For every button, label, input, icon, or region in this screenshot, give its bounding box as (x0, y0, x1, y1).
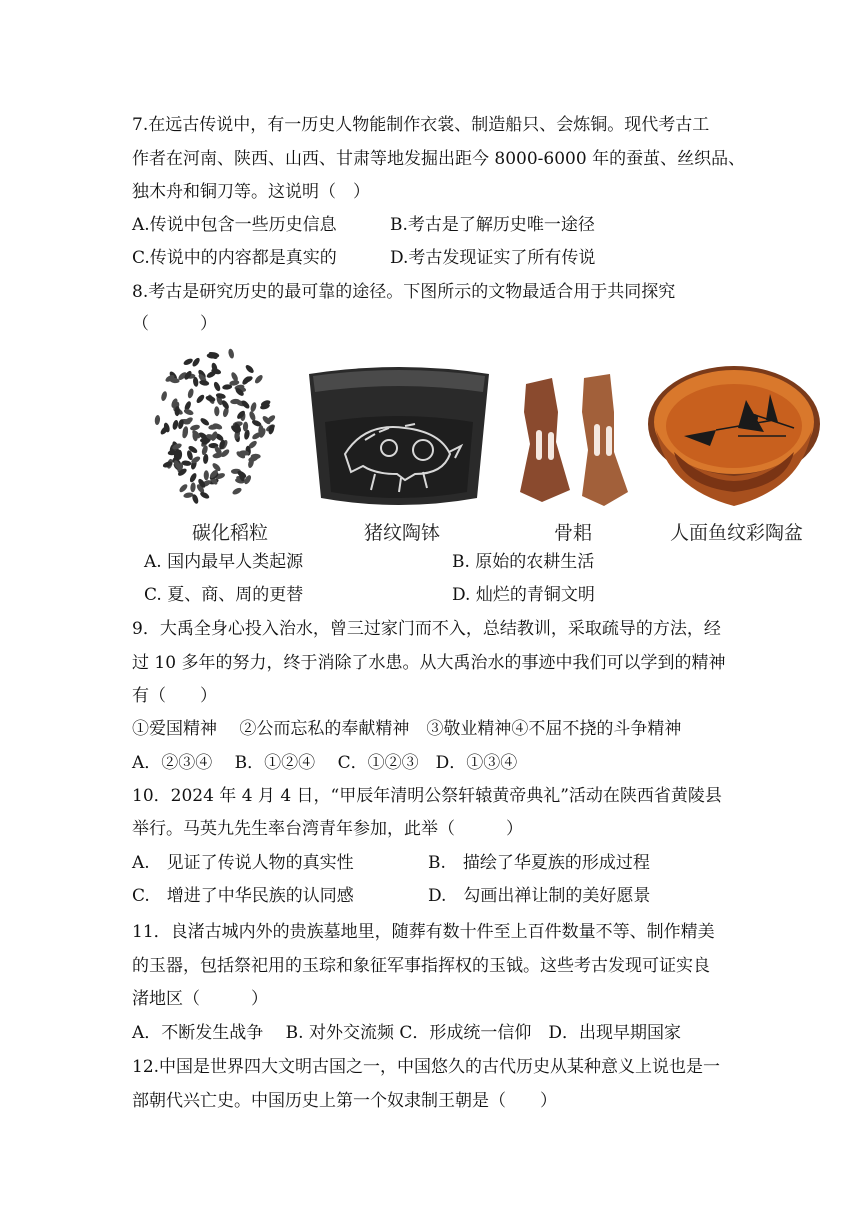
q9-items: ①爱国精神 ②公而忘私的奉献精神 ③敬业精神④不屈不挠的斗争精神 (132, 719, 682, 739)
q9-stem-line-3: 有（ ） (132, 686, 217, 706)
q8-stem-line-1: 8.考古是研究历史的最可靠的途径。下图所示的文物最适合用于共同探究 (132, 282, 676, 302)
carbonized-rice-image (152, 342, 276, 512)
caption-pottery-basin: 人面鱼纹彩陶盆 (670, 522, 804, 544)
q10-option-b: B. 描绘了华夏族的形成过程 (428, 853, 650, 873)
pig-pattern-bowl-image (305, 362, 493, 510)
q7-option-a: A.传说中包含一些历史信息 (132, 215, 337, 235)
q9-stem-line-2: 过 10 多年的努力，终于消除了水患。从大禹治水的事迹中我们可以学到的精神 (132, 653, 726, 673)
q7-stem-line-1: 7.在远古传说中，有一历史人物能制作衣裳、制造船只、会炼铜。现代考古工 (132, 115, 710, 135)
q7-stem-line-2: 作者在河南、陕西、山西、甘肃等地发掘出距今 8000-6000 年的蚕茧、丝织品、 (132, 149, 746, 169)
q11-stem-line-1: 11．良渚古城内外的贵族墓地里，随葬有数十件至上百件数量不等、制作精美 (132, 922, 715, 942)
q7-stem-line-3: 独木舟和铜刀等。这说明（ ） (132, 182, 370, 202)
q10-option-c: C. 增进了中华民族的认同感 (132, 886, 354, 906)
q8-option-b: B. 原始的农耕生活 (452, 552, 595, 572)
q8-option-d: D. 灿烂的青铜文明 (452, 585, 595, 605)
painted-pottery-basin-image (646, 360, 822, 510)
q8-stem-line-2: （ ） (132, 314, 217, 334)
q8-option-c: C. 夏、商、周的更替 (144, 585, 304, 605)
q11-stem-line-2: 的玉器，包括祭祀用的玉琮和象征军事指挥权的玉钺。这些考古发现可证实良 (132, 956, 710, 976)
q7-option-b: B.考古是了解历史唯一途径 (390, 215, 595, 235)
caption-carbonized-rice: 碳化稻粒 (191, 522, 268, 544)
q10-stem-line-2: 举行。马英九先生率台湾青年参加，此举（ ） (132, 819, 523, 839)
q12-stem-line-2: 部朝代兴亡史。中国历史上第一个奴隶制王朝是（ ） (132, 1091, 557, 1111)
q12-stem-line-1: 12.中国是世界四大文明古国之一，中国悠久的古代历史从某种意义上说也是一 (132, 1057, 721, 1077)
q11-stem-line-3: 渚地区（ ） (132, 989, 268, 1009)
q9-options: A．②③④ B．①②④ C．①②③ D．①③④ (132, 753, 518, 773)
q8-option-a: A. 国内最早人类起源 (144, 552, 304, 572)
caption-bone-spade: 骨耜 (553, 522, 592, 544)
q10-option-d: D. 勾画出禅让制的美好愿景 (428, 886, 651, 906)
q11-options: A．不断发生战争 B. 对外交流频 C．形成统一信仰 D．出现早期国家 (132, 1023, 682, 1043)
q7-option-d: D.考古发现证实了所有传说 (390, 248, 596, 268)
caption-pig-bowl: 猪纹陶钵 (363, 522, 440, 544)
q9-stem-line-1: 9．大禹全身心投入治水，曾三过家门而不入，总结教训，采取疏导的方法，经 (132, 619, 721, 639)
q7-option-c: C.传说中的内容都是真实的 (132, 248, 337, 268)
q10-option-a: A. 见证了传说人物的真实性 (132, 853, 354, 873)
q10-stem-line-1: 10．2024 年 4 月 4 日，“甲辰年清明公祭轩辕黄帝典礼”活动在陕西省黄陵县 (132, 786, 722, 806)
bone-spade-image (512, 372, 636, 512)
